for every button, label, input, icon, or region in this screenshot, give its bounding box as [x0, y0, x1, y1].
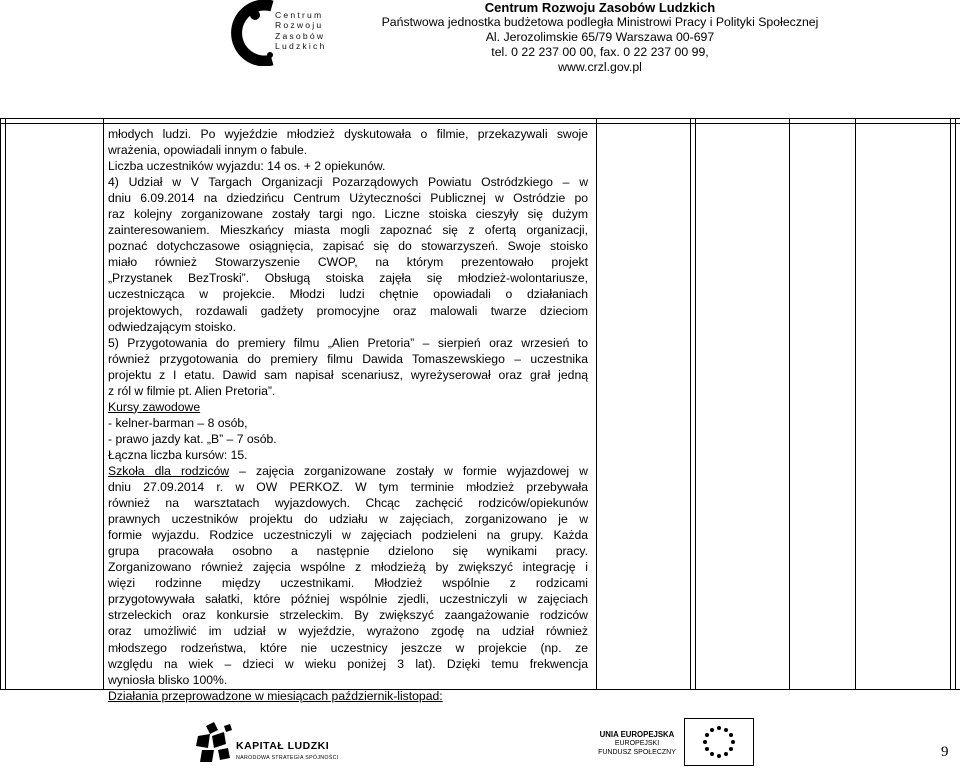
- kl-title: KAPITAŁ LUDZKI: [236, 740, 330, 752]
- text-line: 4) Udział w V Targach Organizacji Pozarządowych Powiatu Ostródzkiego – w: [108, 175, 588, 190]
- text-line: przygotowywała sałatki, które później wspólnie zjedli, uczestniczyli w zajęciach: [108, 592, 588, 607]
- kapital-ludzki-logo: [196, 720, 346, 766]
- text-line: młodszego rodzeństwa, które nie uczestnicy jeszcze w projekcie (np. ze: [108, 640, 588, 655]
- org-phone: tel. 0 22 237 00 00, fax. 0 22 237 00 99,: [491, 45, 709, 59]
- table-inner-top-border: [0, 123, 960, 124]
- text-line: młodych ludzi. Po wyjeździe młodzież dyskutowała o filmie, przekazywali swoje: [108, 127, 588, 141]
- text-line: strzeleckich oraz konkursie strzeleckim. By zwiększyć zaangażowanie rodziców: [108, 608, 588, 623]
- org-name: Centrum Rozwoju Zasobów Ludzkich: [484, 0, 716, 15]
- ue-fund-2: FUNDUSZ SPOŁECZNY: [598, 749, 676, 756]
- org-address: Al. Jerozolimskie 65/79 Warszawa 00-697: [485, 30, 715, 44]
- ue-title: UNIA EUROPEJSKA: [599, 730, 675, 739]
- org-subtitle: Państwowa jednostka budżetowa podległa Ministrowi Pracy i Polityki Społecznej: [381, 15, 819, 29]
- ue-fund-1: EUROPEJSKI: [614, 740, 660, 747]
- text-line: formie wyjazdu. Rodzice uczestniczyli w zajęciach podzieleni na grupy. Każda: [108, 528, 588, 543]
- text-line: „Przystanek BezTroski”. Obsługą stoiska zajęła się młodzież-wolontariusze,: [108, 271, 588, 286]
- text-line: zainteresowaniem. Mieszkańcy miasta mogli zapoznać się z ofertą organizacji,: [108, 223, 588, 238]
- col-border: [855, 118, 856, 690]
- text-line: wrażenia, opowiadali innym o fabule.: [108, 143, 308, 158]
- text-line: wyniosła blisko 100%.: [108, 672, 228, 687]
- col-border: [5, 118, 6, 690]
- col-border: [950, 118, 951, 690]
- text-line: miało również Stowarzyszenie CWOP, na którym prezentowało projekt: [108, 255, 588, 270]
- col-border: [596, 118, 597, 690]
- org-website[interactable]: www.crzl.gov.pl: [558, 60, 642, 74]
- page-number: 9: [941, 744, 949, 760]
- col-border: [103, 118, 104, 690]
- text-line: uczestnicząca w projekcie. Młodzi ludzi chętnie opowiadali o działaniach: [108, 287, 588, 302]
- text-line: więzi rodzinne między uczestnikami. Młodzież wspólnie z rodzicami: [108, 576, 588, 591]
- col-border: [789, 118, 790, 690]
- text-line: oraz umożliwić im udział w wyjeździe, wyrażono zgodę na udział również: [108, 624, 588, 639]
- text-line: projektu z I etatu. Dawid sam napisał scenariusz, wyreżyserował oraz grał jedną: [108, 367, 588, 382]
- text-line: dniu 27.09.2014 r. w OW PERKOZ. W tym terminie młodzież przebywała: [108, 480, 588, 495]
- eu-logo: [596, 718, 756, 766]
- col-border: [955, 118, 956, 690]
- logo-words: Centrum Rozwoju Zasobów Ludzkich: [275, 10, 327, 51]
- text-line: Zorganizowano również zajęcia wspólne z młodzieżą by zwiększyć integrację i: [108, 560, 588, 575]
- text-line: Liczba uczestników wyjazdu: 14 os. + 2 opiekunów.: [108, 159, 386, 174]
- kl-subtitle: NARODOWA STRATEGIA SPÓJNOŚCI: [236, 755, 339, 761]
- section-heading-kursy: Kursy zawodowe: [108, 399, 201, 414]
- text-line: prawnych uczestników projektu do udziału w zajęciach, zorganizowano je w: [108, 512, 588, 527]
- text-line: dniu 6.09.2014 na dziedzińcu Centrum Użyteczności Publicznej w Ostródzie po: [108, 191, 588, 206]
- text-line: 5) Przygotowania do premiery filmu „Alien Pretoria” – sierpień oraz wrzesień to: [108, 335, 588, 350]
- text-line: Łączna liczba kursów: 15.: [108, 447, 248, 462]
- col-border: [690, 118, 691, 690]
- col-border: [0, 118, 1, 690]
- eu-flag-icon: [684, 718, 754, 766]
- header-contact: [380, 0, 820, 75]
- text-line: projektowych, rozdawali gadżety promocyjne oraz malowali twarze dzieciom: [108, 303, 588, 318]
- kapital-ludzki-icon: [196, 722, 232, 766]
- text-line: z ról w filmie pt. Alien Pretoria”.: [108, 383, 276, 398]
- text-line: odwiedzającym stoisko.: [108, 319, 237, 334]
- section-heading-dzialania: Działania przeprowadzone w miesiącach październik-listopad:: [108, 688, 443, 703]
- col-border: [695, 118, 696, 690]
- table-top-border: [0, 118, 960, 119]
- text-line: Szkoła dla rodziców – zajęcia zorganizowane zostały w formie wyjazdowej w: [108, 463, 588, 478]
- text-line: grupa pracowała osobno a następnie dzielono się wynikami pracy.: [108, 544, 588, 559]
- text-line: raz kolejny zorganizowane zostały targi ngo. Liczne stoiska cieszyły się dużym: [108, 207, 588, 222]
- text-line: względu na wiek – dzieci w wieku poniżej 3 lat). Dzięki temu frekwencja: [108, 656, 588, 671]
- text-line: - prawo jazdy kat. „B” – 7 osób.: [108, 431, 277, 446]
- text-line: również na warsztatach wyjazdowych. Chcąc zachęcić rodziców/opiekunów: [108, 496, 588, 511]
- text-line: - kelner-barman – 8 osób,: [108, 415, 248, 430]
- report-body: [108, 126, 588, 704]
- text-line: poznać dotychczasowe osiągnięcia, zapisać się do stowarzyszeń. Swoje stoisko: [108, 239, 588, 254]
- section-heading-szkola: Szkoła dla rodziców: [108, 463, 230, 478]
- text-line: również przygotowania do premiery filmu Dawida Tomaszewskiego – uczestnika: [108, 351, 588, 366]
